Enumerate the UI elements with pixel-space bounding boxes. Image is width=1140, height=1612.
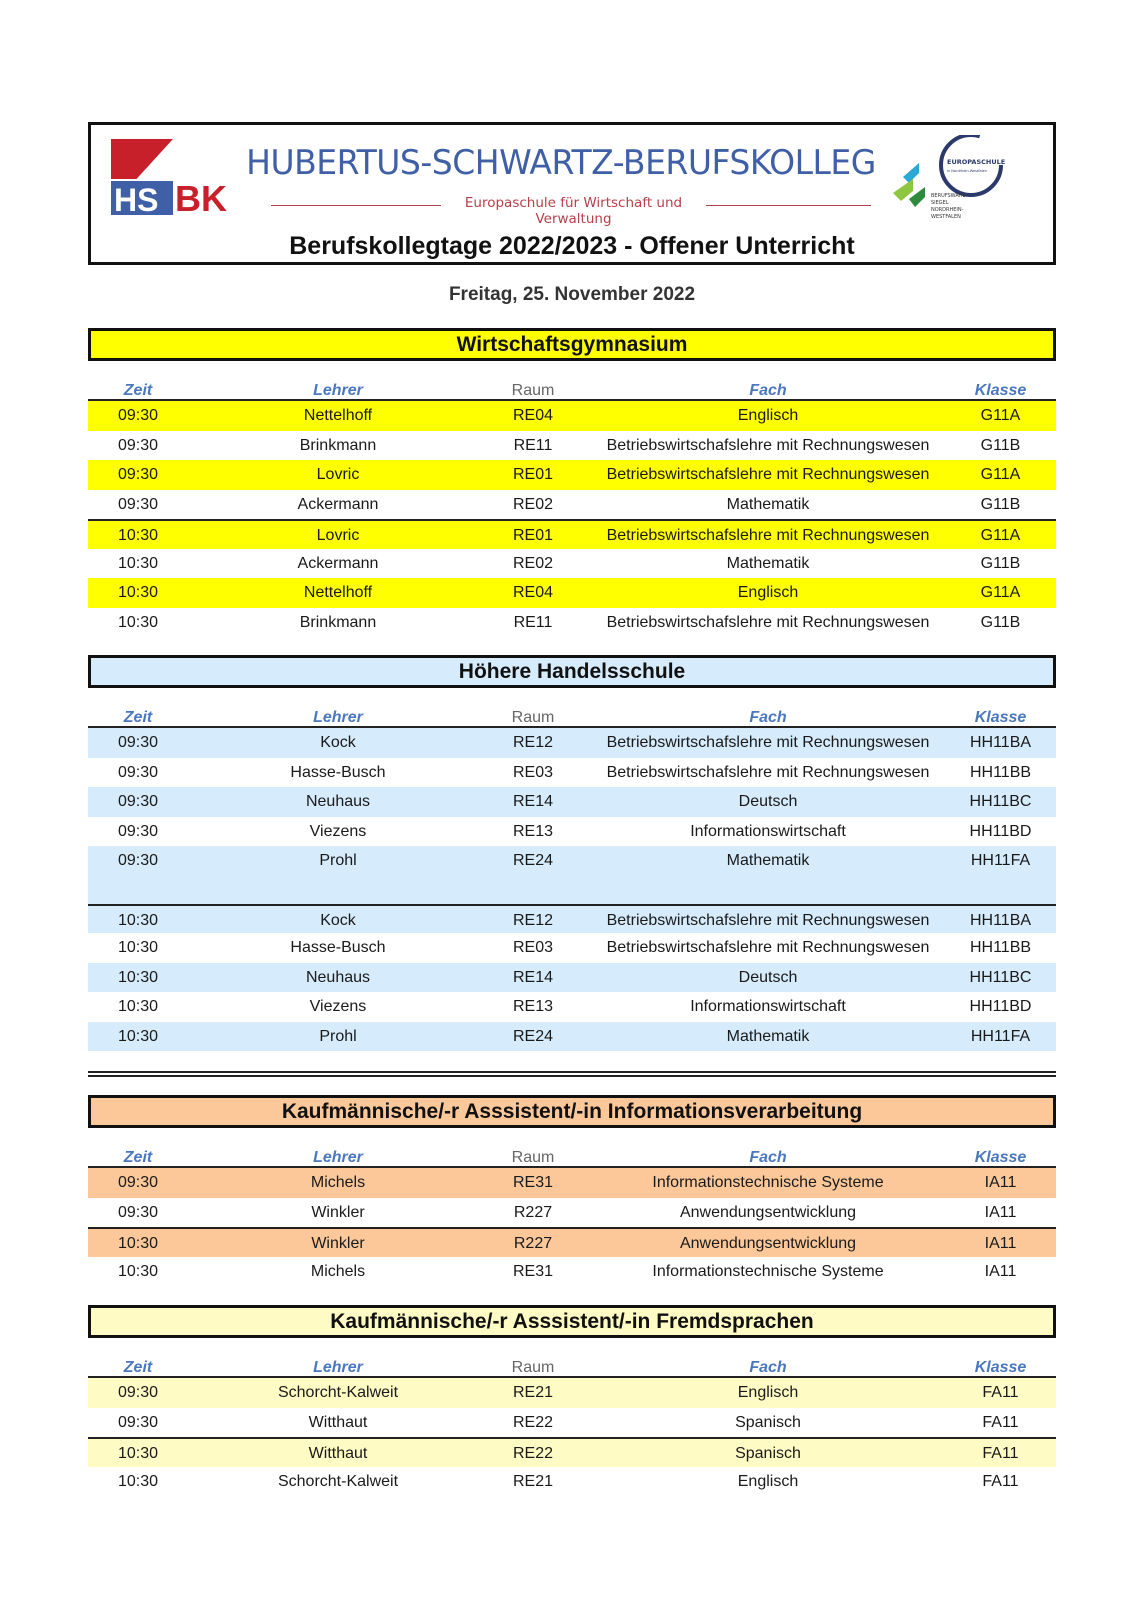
table-row [88,608,1056,638]
col-zeit: Zeit [123,709,153,726]
svg-text:WESTFALEN: WESTFALEN [931,214,961,220]
cell-fach: Mathematik [726,554,810,572]
table-row [88,519,1056,549]
cell-zeit: 09:30 [117,436,159,454]
section-informationsverarbeitung [88,1095,1056,1286]
section-wirtschaftsgymnasium [88,328,1056,637]
cell-lehrer: Brinkmann [299,436,377,454]
cell-fach: Informationstechnische Systeme [652,1262,884,1280]
cell-klasse: IA11 [984,1174,1017,1191]
cell-raum: RE13 [512,998,554,1015]
cell-lehrer: Witthaut [308,1413,368,1431]
cell-zeit: 10:30 [117,1235,159,1252]
cell-fach: Mathematik [726,495,810,513]
table-row [88,758,1056,788]
cell-raum: RE14 [512,793,554,810]
column-header [88,708,1056,728]
table-row [88,787,1056,817]
table-row [88,1257,1056,1287]
cell-zeit: 09:30 [117,407,159,424]
cell-zeit: 09:30 [117,822,159,840]
cell-lehrer: Prohl [319,1027,357,1045]
cell-lehrer: Hasse-Busch [290,763,386,781]
cell-klasse: G11B [980,436,1021,454]
school-name: HUBERTUS-SCHWARTZ-BERUFSKOLLEG [246,142,876,183]
svg-text:BERUFSWAHL: BERUFSWAHL [931,193,966,199]
section-title: Wirtschaftsgymnasium [88,328,1056,361]
cell-zeit: 10:30 [117,554,159,572]
cell-raum: RE04 [512,584,554,601]
cell-raum: RE02 [512,495,554,513]
cell-klasse: IA11 [984,1203,1017,1221]
col-raum: Raum [511,709,555,726]
cell-zeit: 10:30 [117,1027,159,1045]
table-row [88,904,1056,934]
cell-klasse: HH11BC [969,968,1032,986]
cell-klasse: G11A [980,584,1021,601]
cell-klasse: IA11 [984,1262,1017,1280]
svg-text:NORDRHEIN-: NORDRHEIN- [931,207,964,213]
cell-raum: RE21 [512,1472,554,1490]
col-klasse: Klasse [974,382,1027,399]
table-row [88,992,1056,1022]
cell-fach: Anwendungsentwicklung [679,1235,857,1252]
cell-zeit: 10:30 [117,1262,159,1280]
table-row [88,846,1056,876]
cell-zeit: 09:30 [117,495,159,513]
cell-raum: RE22 [512,1445,554,1462]
cell-klasse: FA11 [982,1445,1019,1462]
cell-klasse: G11A [980,466,1021,483]
subtitle-rule-left [271,205,441,206]
cell-raum: RE13 [512,822,554,840]
table-row [88,490,1056,520]
cell-klasse: G11A [980,527,1021,544]
table-row [88,1408,1056,1438]
cell-zeit: 09:30 [117,1174,159,1191]
table-row [88,963,1056,993]
cell-klasse: FA11 [982,1413,1019,1431]
cell-fach: Betriebswirtschafslehre mit Rechnungswesen [606,911,930,929]
col-lehrer: Lehrer [313,1359,363,1376]
col-zeit: Zeit [123,1149,153,1166]
cell-zeit: 09:30 [117,1413,159,1431]
col-zeit: Zeit [123,1359,153,1376]
cell-lehrer: Neuhaus [305,968,371,986]
cell-raum: RE11 [513,613,553,631]
col-raum: Raum [511,1359,555,1376]
cell-klasse: HH11BD [969,998,1032,1015]
cell-fach: Betriebswirtschafslehre mit Rechnungswesen [606,734,930,751]
cell-fach: Englisch [737,584,799,601]
col-raum: Raum [511,1149,555,1166]
column-header [88,1148,1056,1168]
document-title: Berufskollegtage 2022/2023 - Offener Unterricht [289,232,855,260]
cell-lehrer: Witthaut [308,1445,368,1462]
table-row [88,460,1056,490]
column-header [88,381,1056,401]
cell-klasse: HH11FA [970,1027,1031,1045]
table-row [88,1227,1056,1257]
hsbk-logo [111,137,236,217]
cell-fach: Informationswirtschaft [690,998,846,1015]
cell-klasse: HH11BB [969,939,1032,956]
cell-zeit: 09:30 [117,763,159,781]
cell-raum: RE22 [512,1413,554,1431]
cell-raum: RE31 [512,1174,554,1191]
cell-zeit: 10:30 [117,998,159,1015]
table-row [88,431,1056,461]
cell-klasse: HH11BD [969,822,1032,840]
cell-lehrer: Winkler [311,1235,365,1252]
cell-lehrer: Viezens [309,998,367,1015]
cell-raum: RE03 [512,939,554,956]
cell-klasse: HH11FA [970,852,1031,869]
cell-fach: Betriebswirtschafslehre mit Rechnungswesen [606,527,930,544]
cell-zeit: 10:30 [117,939,159,956]
cell-lehrer: Prohl [319,852,357,869]
subtitle-rule-right [706,205,871,206]
header-box [88,122,1056,265]
svg-text:SIEGEL: SIEGEL [931,200,949,206]
cell-fach: Informationstechnische Systeme [652,1174,884,1191]
cell-lehrer: Nettelhoff [303,584,373,601]
cell-zeit: 09:30 [117,1203,159,1221]
table-row [88,933,1056,963]
cell-lehrer: Kock [320,734,356,751]
cell-raum: R227 [513,1203,553,1221]
cell-zeit: 09:30 [117,793,159,810]
col-fach: Fach [749,1149,787,1166]
cell-klasse: FA11 [982,1384,1019,1401]
cell-zeit: 09:30 [117,734,159,751]
cell-raum: RE04 [512,407,554,424]
cell-klasse: HH11BC [969,793,1032,810]
cell-lehrer: Hasse-Busch [290,939,386,956]
cell-fach: Mathematik [726,852,810,869]
cell-lehrer: Viezens [309,822,367,840]
svg-text:BK: BK [175,178,227,217]
cell-lehrer: Brinkmann [299,613,377,631]
cell-klasse: G11B [980,554,1021,572]
col-lehrer: Lehrer [313,709,363,726]
cell-raum: R227 [513,1235,553,1252]
cell-raum: RE11 [513,436,553,454]
cell-raum: RE12 [512,734,554,751]
section-title: Kaufmännische/-r Asssistent/-in Informationsverarbeitung [88,1095,1056,1128]
col-klasse: Klasse [974,709,1027,726]
section-fremdsprachen [88,1305,1056,1496]
cell-zeit: 09:30 [117,466,159,483]
cell-raum: RE21 [512,1384,554,1401]
section-title: Kaufmännische/-r Asssistent/-in Fremdsprachen [88,1305,1056,1338]
cell-fach: Betriebswirtschafslehre mit Rechnungswesen [606,939,930,956]
cell-fach: Betriebswirtschafslehre mit Rechnungswesen [606,763,930,781]
table-row [88,817,1056,847]
svg-text:HS: HS [114,182,159,217]
table-spacer [88,876,1056,904]
school-subtitle-row [271,195,871,227]
table-row [88,401,1056,431]
cell-fach: Mathematik [726,1027,810,1045]
col-zeit: Zeit [123,382,153,399]
cell-raum: RE12 [512,911,554,929]
cell-klasse: HH11BB [969,763,1032,781]
cell-klasse: HH11BA [969,734,1032,751]
cell-lehrer: Ackermann [297,495,379,513]
cell-zeit: 10:30 [117,1445,159,1462]
cell-zeit: 10:30 [117,527,159,544]
col-fach: Fach [749,382,787,399]
cell-fach: Englisch [737,1384,799,1401]
table-row [88,1168,1056,1198]
cell-lehrer: Nettelhoff [303,407,373,424]
cell-raum: RE03 [512,763,554,781]
cell-fach: Betriebswirtschafslehre mit Rechnungswesen [606,436,930,454]
table-row [88,1437,1056,1467]
cell-fach: Deutsch [738,968,798,986]
cell-zeit: 10:30 [117,613,159,631]
cell-zeit: 09:30 [117,1384,159,1401]
cell-zeit: 09:30 [117,852,159,869]
cell-fach: Englisch [737,407,799,424]
cell-raum: RE14 [512,968,554,986]
cell-klasse: G11B [980,613,1021,631]
cell-klasse: G11A [980,407,1021,424]
cell-raum: RE01 [512,527,554,544]
cell-fach: Spanisch [735,1445,801,1462]
cell-lehrer: Ackermann [297,554,379,572]
school-subtitle: Europaschule für Wirtschaft und Verwaltung [464,195,683,227]
column-header [88,1358,1056,1378]
cell-fach: Betriebswirtschafslehre mit Rechnungswesen [606,613,930,631]
cell-lehrer: Lovric [316,466,360,483]
cell-lehrer: Schorcht-Kalweit [277,1472,399,1490]
table-row [88,578,1056,608]
cell-zeit: 10:30 [117,1472,159,1490]
table-row [88,549,1056,579]
event-date: Freitag, 25. November 2022 [448,284,696,305]
cell-fach: Informationswirtschaft [690,822,846,840]
cell-lehrer: Schorcht-Kalweit [277,1384,399,1401]
cell-lehrer: Lovric [316,527,360,544]
table-row [88,1022,1056,1052]
cell-klasse: HH11BA [969,911,1032,929]
table-row [88,1467,1056,1497]
cell-klasse: IA11 [984,1235,1017,1252]
svg-text:in Nordrhein-Westfalen: in Nordrhein-Westfalen [947,169,988,173]
section-divider [88,1071,1056,1077]
europaschule-badge-icon [891,135,1011,225]
table-row [88,728,1056,758]
cell-raum: RE24 [512,1027,554,1045]
svg-text:EUROPASCHULE: EUROPASCHULE [947,158,1006,166]
col-fach: Fach [749,709,787,726]
col-raum: Raum [511,382,555,399]
cell-fach: Deutsch [738,793,798,810]
cell-fach: Englisch [737,1472,799,1490]
section-hoehere-handelsschule [88,655,1056,1051]
table-row [88,1378,1056,1408]
cell-zeit: 10:30 [117,911,159,929]
section-title: Höhere Handelsschule [88,655,1056,688]
cell-lehrer: Neuhaus [305,793,371,810]
cell-fach: Anwendungsentwicklung [679,1203,857,1221]
cell-lehrer: Michels [310,1174,366,1191]
cell-raum: RE31 [512,1262,554,1280]
cell-fach: Betriebswirtschafslehre mit Rechnungswesen [606,466,930,483]
cell-lehrer: Michels [310,1262,366,1280]
cell-raum: RE01 [512,466,554,483]
col-lehrer: Lehrer [313,382,363,399]
cell-zeit: 10:30 [117,968,159,986]
cell-lehrer: Kock [320,911,356,929]
cell-fach: Spanisch [735,1413,801,1431]
cell-zeit: 10:30 [117,584,159,601]
cell-raum: RE24 [512,852,554,869]
col-klasse: Klasse [974,1359,1027,1376]
col-lehrer: Lehrer [313,1149,363,1166]
col-fach: Fach [749,1359,787,1376]
cell-klasse: FA11 [982,1472,1019,1490]
cell-lehrer: Winkler [311,1203,365,1221]
col-klasse: Klasse [974,1149,1027,1166]
table-row [88,1198,1056,1228]
cell-klasse: G11B [980,495,1021,513]
cell-raum: RE02 [512,554,554,572]
